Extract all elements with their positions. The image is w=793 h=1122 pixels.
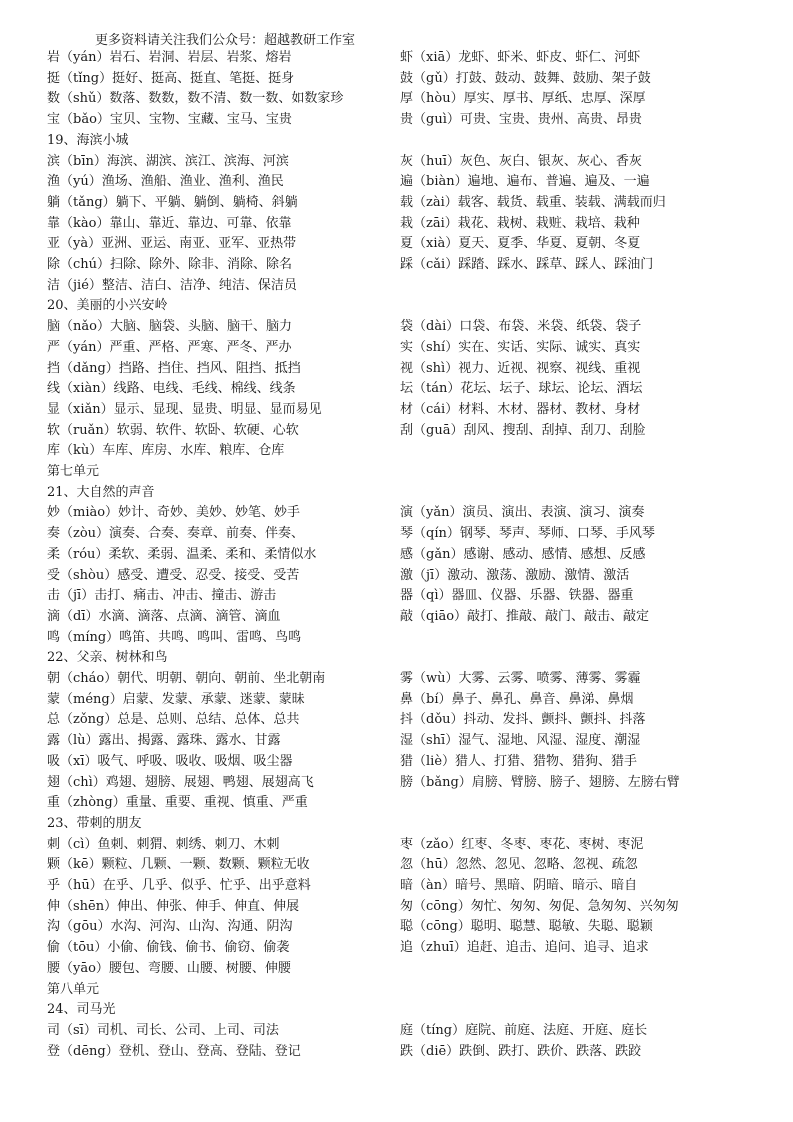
vocab-entry-right: 栽（zāi）栽花、栽树、栽赃、栽培、栽种	[400, 215, 640, 231]
vocab-entry-left: 登（dēng）登机、登山、登高、登陆、登记	[47, 1043, 301, 1059]
vocab-entry-left: 靠（kào）靠山、靠近、靠边、可靠、依靠	[47, 215, 292, 231]
vocab-entry-right: 庭（tíng）庭院、前庭、法庭、开庭、庭长	[400, 1022, 648, 1038]
section-heading: 第七单元	[47, 464, 100, 479]
vocab-entry-left: 受（shòu）感受、遭受、忍受、接受、受苦	[47, 567, 300, 583]
vocab-entry-right: 鼓（gǔ）打鼓、鼓动、鼓舞、鼓励、架子鼓	[400, 70, 651, 86]
vocab-entry-right: 踩（cǎi）踩踏、踩水、踩草、踩人、踩油门	[400, 257, 654, 272]
section-heading: 21、大自然的声音	[47, 484, 155, 500]
vocab-entry-left: 妙（miào）妙计、奇妙、美妙、妙笔、妙手	[47, 505, 301, 521]
vocab-entry-left: 滨（bīn）海滨、湖滨、滨江、滨海、河滨	[47, 153, 289, 169]
page-header: 更多资料请关注我们公众号：超越教研工作室	[95, 33, 356, 48]
vocab-entry-left: 岩（yán）岩石、岩洞、岩层、岩浆、熔岩	[47, 50, 292, 65]
vocab-entry-left: 渔（yú）渔场、渔船、渔业、渔利、渔民	[47, 174, 284, 190]
vocab-entry-left: 柔（róu）柔软、柔弱、温柔、柔和、柔情似水	[47, 546, 317, 562]
section-heading: 重（zhòng）重量、重要、重视、慎重、严重	[47, 795, 308, 811]
vocab-entry-right: 抖（dǒu）抖动、发抖、颤抖、颤抖、抖落	[400, 712, 646, 728]
vocab-entry-left: 亚（yà）亚洲、亚运、南亚、亚军、亚热带	[47, 236, 297, 252]
vocab-entry-left: 严（yán）严重、严格、严寒、严冬、严办	[47, 339, 292, 355]
vocab-entry-right: 遍（biàn）遍地、遍布、普遍、遍及、一遍	[400, 174, 650, 190]
vocab-entry-left: 脑（nǎo）大脑、脑袋、头脑、脑干、脑力	[47, 319, 292, 335]
vocab-entry-right: 演（yǎn）演员、演出、表演、演习、演奏	[400, 505, 645, 521]
vocab-entry-right: 膀（bǎng）肩膀、臂膀、膀子、翅膀、左膀右臂	[400, 774, 680, 790]
vocab-entry-left: 软（ruǎn）软弱、软件、软卧、软硬、心软	[47, 422, 299, 438]
vocab-entry-left: 刺（cì）鱼刺、刺猬、刺绣、刺刀、木刺	[47, 836, 280, 852]
vocab-entry-right: 鼻（bí）鼻子、鼻孔、鼻音、鼻涕、鼻烟	[400, 691, 634, 707]
vocab-entry-left: 击（jī）击打、痛击、冲击、撞击、游击	[47, 588, 277, 604]
vocab-entry-left: 朝（cháo）朝代、明朝、朝向、朝前、坐北朝南	[47, 671, 326, 686]
vocab-entry-right: 夏（xià）夏天、夏季、华夏、夏朝、冬夏	[400, 236, 641, 252]
vocab-entry-left: 吸（xī）吸气、呼吸、吸收、吸烟、吸尘器	[47, 753, 293, 769]
vocab-entry-right: 灰（huī）灰色、灰白、银灰、灰心、香灰	[400, 153, 642, 169]
section-heading: 24、司马光	[47, 1002, 116, 1018]
vocab-entry-left: 伸（shēn）伸出、伸张、伸手、伸直、伸展	[47, 898, 300, 914]
vocab-entry-right: 雾（wù）大雾、云雾、喷雾、薄雾、雾霾	[400, 671, 641, 686]
vocab-entry-left: 宝（bǎo）宝贝、宝物、宝藏、宝马、宝贵	[47, 112, 292, 128]
vocab-entry-left: 露（lù）露出、揭露、露珠、露水、甘露	[47, 733, 281, 749]
vocab-entry-right: 虾（xiā）龙虾、虾米、虾皮、虾仁、河虾	[400, 50, 641, 65]
vocab-entry-right: 贵（guì）可贵、宝贵、贵州、高贵、昂贵	[400, 112, 642, 128]
vocab-entry-left: 躺（tǎng）躺下、平躺、躺倒、躺椅、斜躺	[47, 194, 298, 210]
vocab-entry-right: 实（shí）实在、实话、实际、诚实、真实	[400, 339, 641, 355]
vocab-entry-right: 聪（cōng）聪明、聪慧、聪敏、失聪、聪颖	[400, 919, 653, 935]
section-heading: 22、父亲、树林和鸟	[47, 650, 168, 666]
vocab-entry-right: 坛（tán）花坛、坛子、球坛、论坛、酒坛	[400, 381, 643, 397]
vocab-entry-left: 显（xiǎn）显示、显现、显贵、明显、显而易见	[47, 401, 322, 417]
vocab-entry-left: 司（sī）司机、司长、公司、上司、司法	[47, 1022, 279, 1038]
vocab-entry-right: 敲（qiāo）敲打、推敲、敲门、敲击、敲定	[400, 608, 650, 624]
vocab-entry-right: 猎（liè）猎人、打猎、猎物、猎狗、猎手	[400, 753, 638, 769]
vocab-entry-left: 总（zǒng）总是、总则、总结、总体、总共	[47, 712, 300, 728]
vocab-entry-left: 偷（tōu）小偷、偷钱、偷书、偷窃、偷袭	[47, 940, 290, 956]
vocab-entry-right: 激（jī）激动、激荡、激励、激情、激活	[400, 567, 630, 583]
vocab-entry-right: 湿（shī）湿气、湿地、风湿、湿度、潮湿	[400, 733, 641, 749]
vocab-entry-right: 器（qì）器皿、仪器、乐器、铁器、器重	[400, 588, 634, 604]
vocab-entry-left: 挺（tǐng）挺好、挺高、挺直、笔挺、挺身	[47, 70, 295, 86]
vocab-entry-left: 沟（gōu）水沟、河沟、山沟、沟通、阴沟	[47, 919, 293, 935]
vocab-entry-left: 除（chú）扫除、除外、除非、消除、除名	[47, 257, 293, 272]
vocab-entry-right: 材（cái）材料、木材、器材、教材、身材	[400, 401, 641, 417]
vocab-entry-right: 感（gǎn）感谢、感动、感情、感想、反感	[400, 546, 646, 562]
vocab-entry-right: 跌（diē）跌倒、跌打、跌价、跌落、跌跤	[400, 1043, 642, 1059]
section-heading: 洁（jié）整洁、洁白、洁净、纯洁、保洁员	[47, 277, 297, 293]
vocab-entry-left: 翅（chì）鸡翅、翅膀、展翅、鸭翅、展翅高飞	[47, 774, 314, 790]
vocab-entry-right: 袋（dài）口袋、布袋、米袋、纸袋、袋子	[400, 319, 642, 335]
vocab-entry-left: 颗（kē）颗粒、几颗、一颗、数颗、颗粒无收	[47, 857, 310, 873]
vocab-entry-right: 枣（zǎo）红枣、冬枣、枣花、枣树、枣泥	[400, 836, 644, 852]
vocab-entry-right: 载（zài）载客、载货、载重、装载、满载而归	[400, 194, 666, 210]
vocab-entry-left: 乎（hū）在乎、几乎、似乎、忙乎、出乎意料	[47, 878, 311, 893]
vocab-entry-right: 匆（cōng）匆忙、匆匆、匆促、急匆匆、兴匆匆	[400, 898, 679, 914]
vocab-entry-right: 暗（àn）暗号、黑暗、阴暗、暗示、暗自	[400, 878, 638, 893]
vocab-entry-right: 视（shì）视力、近视、视察、视线、重视	[400, 360, 641, 376]
section-heading: 鸣（míng）鸣笛、共鸣、鸣叫、雷鸣、鸟鸣	[47, 629, 302, 645]
vocab-entry-left: 滴（dī）水滴、滴落、点滴、滴管、滴血	[47, 608, 281, 624]
section-heading: 19、海滨小城	[47, 132, 129, 148]
vocab-entry-right: 琴（qín）钢琴、琴声、琴师、口琴、手风琴	[400, 526, 655, 542]
vocab-entry-right: 厚（hòu）厚实、厚书、厚纸、忠厚、深厚	[400, 91, 646, 107]
vocab-entry-right: 忽（hū）忽然、忽见、忽略、忽视、疏忽	[400, 857, 638, 873]
section-heading: 库（kù）车库、库房、水库、粮库、仓库	[47, 443, 285, 459]
section-heading: 腰（yāo）腰包、弯腰、山腰、树腰、伸腰	[47, 960, 291, 976]
vocab-entry-left: 线（xiàn）线路、电线、毛线、棉线、线条	[47, 381, 296, 397]
vocab-entry-left: 数（shǔ）数落、数数，数不清、数一数、如数家珍	[47, 91, 344, 107]
vocab-entry-left: 挡（dǎng）挡路、挡住、挡风、阻挡、抵挡	[47, 360, 301, 376]
vocab-entry-right: 刮（guā）刮风、搜刮、刮掉、刮刀、刮脸	[400, 422, 646, 438]
section-heading: 第八单元	[47, 981, 100, 997]
section-heading: 23、带刺的朋友	[47, 815, 142, 831]
section-heading: 20、美丽的小兴安岭	[47, 298, 168, 314]
vocab-entry-left: 奏（zòu）演奏、合奏、奏章、前奏、伴奏、	[47, 526, 305, 542]
vocab-entry-left: 蒙（méng）启蒙、发蒙、承蒙、迷蒙、蒙昧	[47, 691, 305, 707]
vocab-entry-right: 追（zhuī）追赶、追击、追问、追寻、追求	[400, 940, 649, 956]
